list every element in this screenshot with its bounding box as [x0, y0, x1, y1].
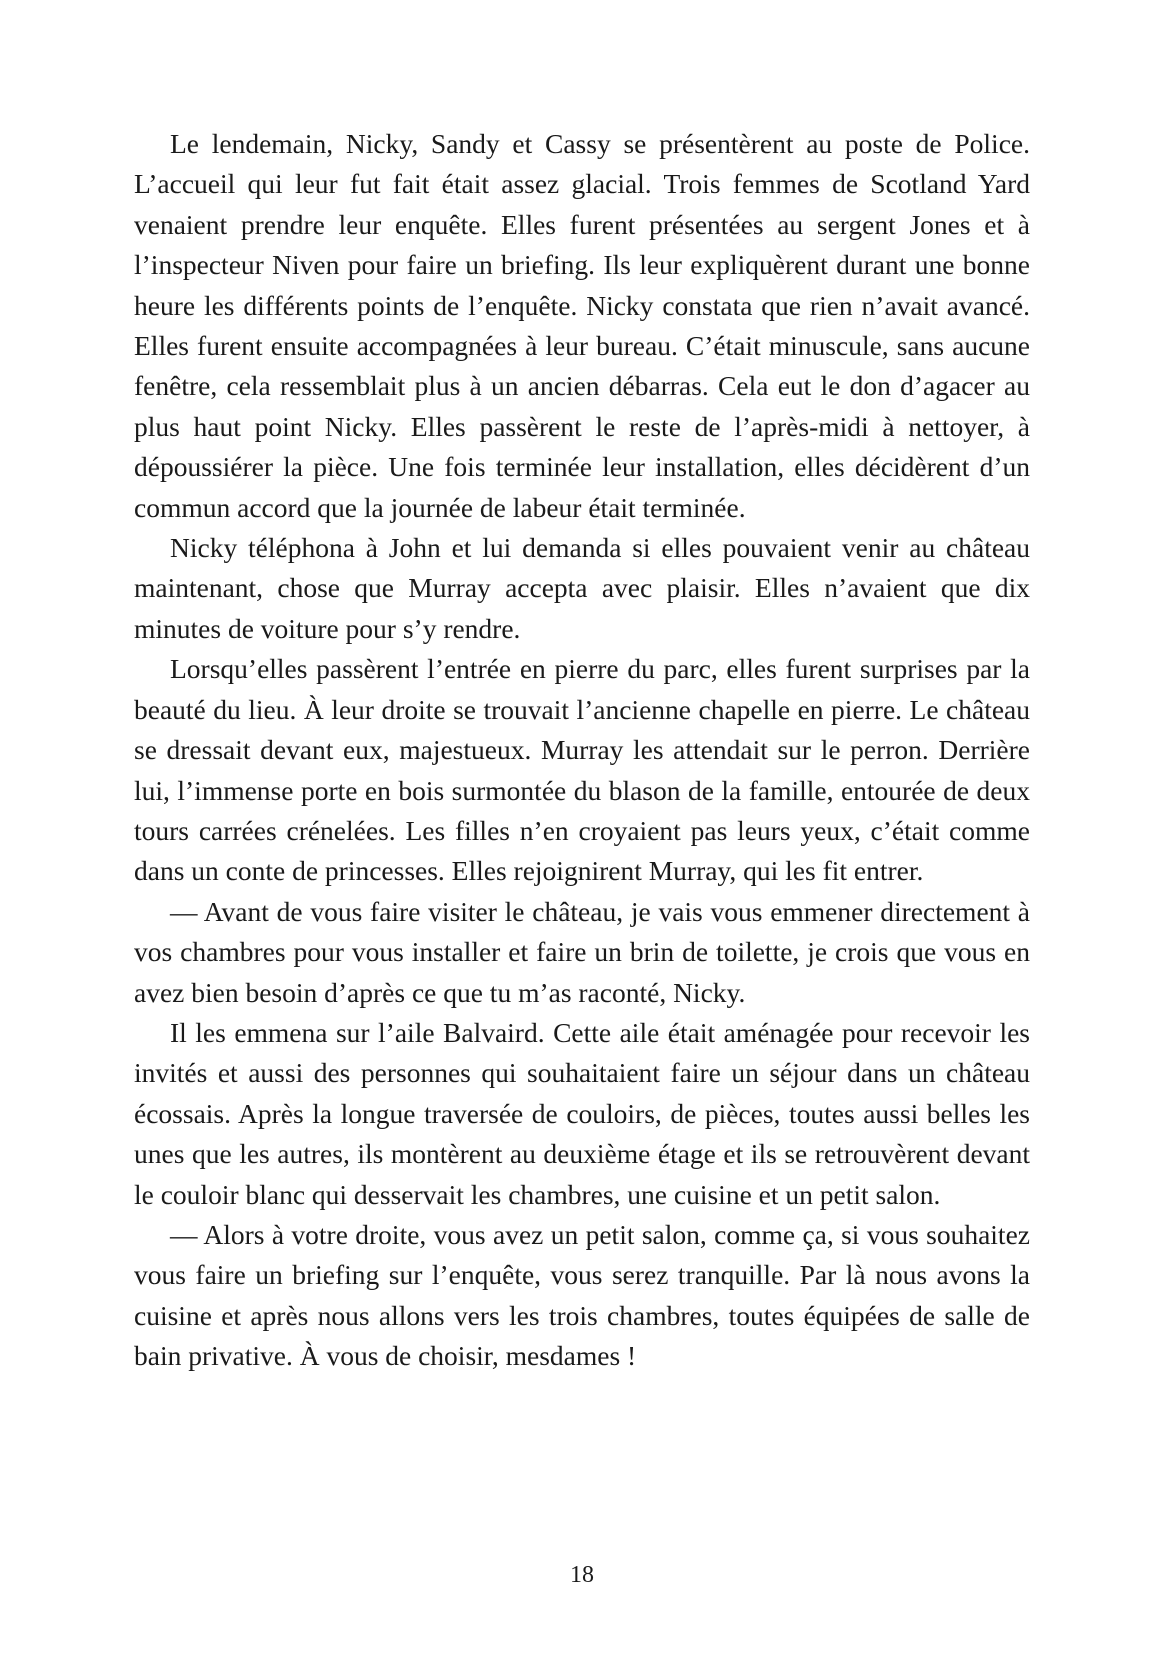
- dialogue-paragraph-4: — Avant de vous faire visiter le château, je vais vous emmener directement à vos chambres pour vous installer et faire un brin de toilette, je crois que vous en avez bien besoin d’après ce que tu m’as raconté, Nicky.: [134, 895, 1030, 1008]
- page-number: 18: [570, 1562, 594, 1588]
- page-body: [134, 124, 1030, 1377]
- paragraph-1: Le lendemain, Nicky, Sandy et Cassy se présentèrent au poste de Police. L’accueil qui leur fut fait était assez glacial. Trois femmes de Scotland Yard venaient prendre leur enquête. Elles furent présentées au sergent Jones et à l’inspecteur Niven pour faire un briefing. Ils leur expliquèrent durant une bonne heure les différents points de l’enquête. Nicky constata que rien n’avait avancé. Elles furent ensuite accompagnées à leur bureau. C’était minuscule, sans aucune fenêtre, cela ressemblait plus à un ancien débarras. Cela eut le don d’agacer au plus haut point Nicky. Elles passèrent le reste de l’après-midi à nettoyer, à dépoussiérer la pièce. Une fois terminée leur installation, elles décidèrent d’un commun accord que la journée de labeur était terminée.: [134, 128, 1030, 523]
- paragraph-3: Lorsqu’elles passèrent l’entrée en pierre du parc, elles furent surprises par la beauté du lieu. À leur droite se trouvait l’ancienne chapelle en pierre. Le château se dressait devant eux, majestueux. Murray les attendait sur le perron. Derrière lui, l’immense porte en bois surmontée du blason de la famille, entourée de deux tours carrées crénelées. Les filles n’en croyaient pas leurs yeux, c’était comme dans un conte de princesses. Elles rejoignirent Murray, qui les fit entrer.: [134, 653, 1030, 887]
- paragraph-2: Nicky téléphona à John et lui demanda si elles pouvaient venir au château maintenant, chose que Murray accepta avec plaisir. Elles n’avaient que dix minutes de voiture pour s’y rendre.: [134, 532, 1030, 644]
- dialogue-paragraph-6: — Alors à votre droite, vous avez un petit salon, comme ça, si vous souhaitez vous faire un briefing sur l’enquête, vous serez tranquille. Par là nous avons la cuisine et après nous allons vers les trois chambres, toutes équipées de salle de bain privative. À vous de choisir, mesdames !: [134, 1218, 1030, 1372]
- paragraph-5: Il les emmena sur l’aile Balvaird. Cette aile était aménagée pour recevoir les invités et aussi des personnes qui souhaitaient faire un séjour dans un château écossais. Après la longue traversée de couloirs, de pièces, toutes aussi belles les unes que les autres, ils montèrent au deuxième étage et ils se retrouvèrent devant le couloir blanc qui desservait les chambres, une cuisine et un petit salon.: [134, 1016, 1030, 1210]
